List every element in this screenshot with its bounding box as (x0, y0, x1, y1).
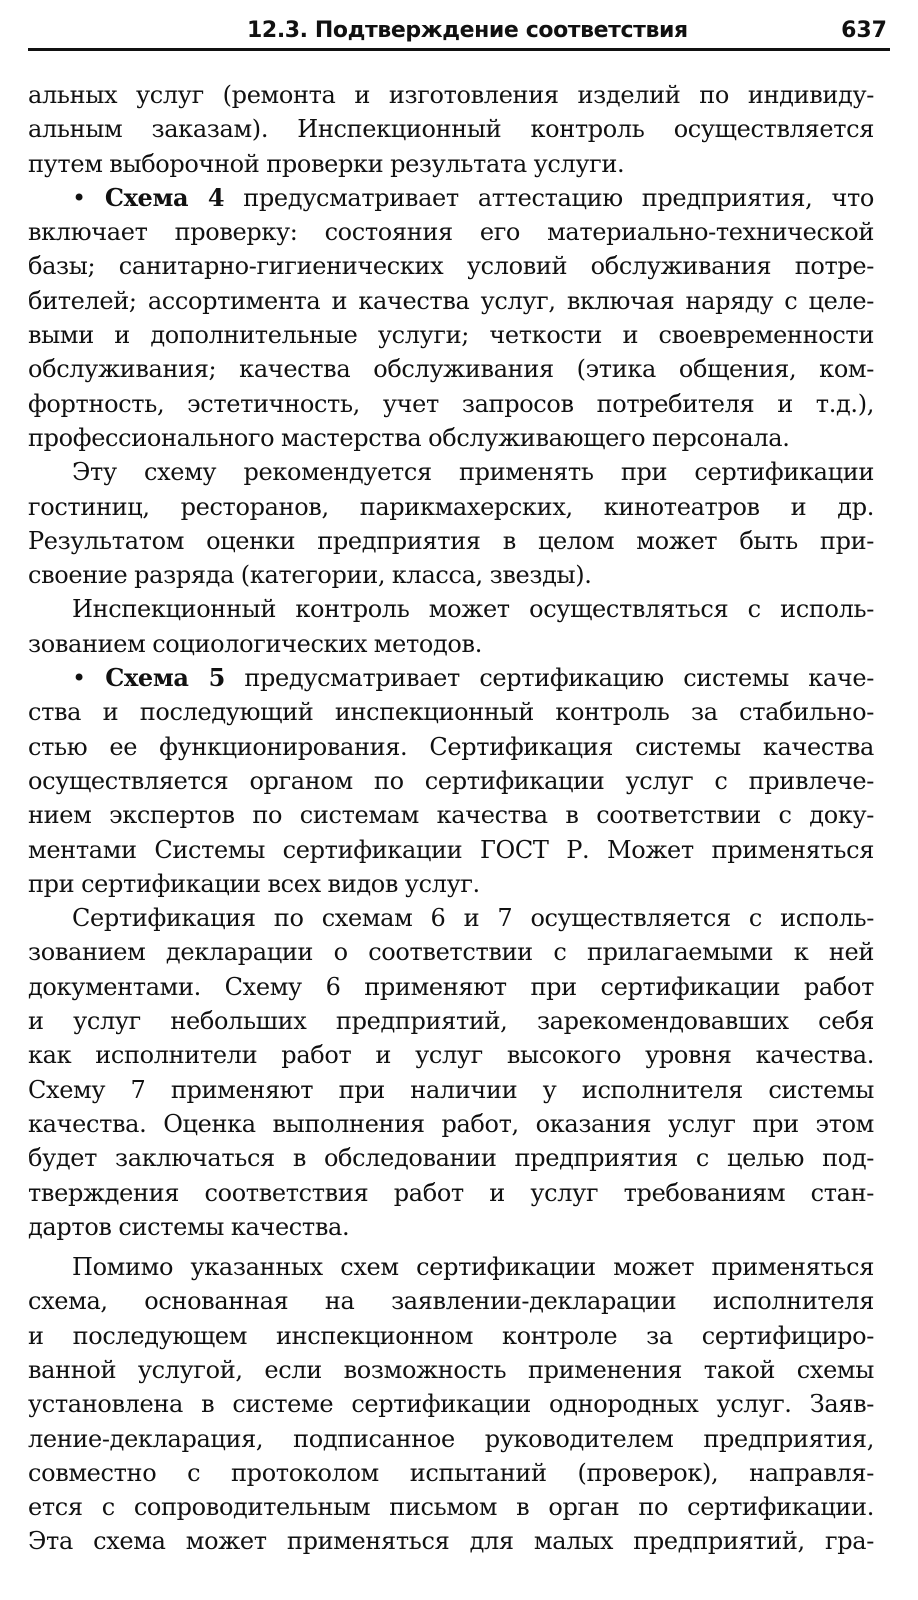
text-line: путем выборочной проверки результата услуги. (28, 149, 625, 178)
text-line: нием экспертов по системам качества в соответствии с доку- (28, 801, 874, 830)
text-line: зованием социологических методов. (28, 629, 482, 658)
text-line: выми и дополнительные услуги; четкости и своевременности (28, 321, 874, 350)
text-line: ства и последующий инспекционный контроль за стабильно- (28, 698, 874, 727)
bullet-paragraph-first-line (28, 181, 874, 215)
text-line: Результатом оценки предприятия в целом может быть при- (28, 526, 874, 555)
text-line: Схему 7 применяют при наличии у исполнителя системы (28, 1075, 874, 1104)
text-line: своение разряда (категории, класса, звезды). (28, 561, 592, 590)
text-line: осуществляется органом по сертификации услуг с привлече- (28, 766, 874, 795)
text-line: альным заказам). Инспекционный контроль осуществляется (28, 115, 874, 144)
text-line: альных услуг (ремонта и изготовления изделий по индивиду- (28, 81, 874, 109)
text-line: ванной услугой, если возможность применения такой схемы (28, 1355, 874, 1384)
text-line: при сертификации всех видов услуг. (28, 869, 480, 898)
section-title: 12.3. Подтверждение соответствия (247, 18, 688, 43)
scheme-label: Схема 5 (105, 663, 225, 693)
text-line: установлена в системе сертификации однородных услуг. Заяв- (28, 1390, 874, 1419)
text-line: базы; санитарно-гигиенических условий обслуживания потре- (28, 252, 874, 281)
text-line: тверждения соответствия работ и услуг требованиям стан- (28, 1178, 874, 1207)
running-header (28, 14, 890, 51)
text-line: профессионального мастерства обслуживающего персонала. (28, 423, 790, 452)
text-line: стью ее функционирования. Сертификация системы качества (28, 732, 874, 761)
text-line: будет заключаться в обследовании предприятия с целью под- (28, 1144, 874, 1173)
text-line: дартов системы качества. (28, 1212, 350, 1241)
text-line: ление-декларация, подписанное руководителем предприятия, (28, 1424, 874, 1453)
paragraph-first-line: Помимо указанных схем сертификации может применяться (72, 1253, 874, 1282)
text-line: как исполнители работ и услуг высокого уровня качества. (28, 1041, 874, 1070)
bullet-paragraph-first-line (28, 661, 874, 695)
text-line: совместно с протоколом испытаний (проверок), направля- (28, 1458, 874, 1487)
text-fragment: предусматривает сертификацию системы каче- (225, 664, 875, 693)
text-line: документами. Схему 6 применяют при сертификации работ (28, 972, 874, 1001)
text-line: схема, основанная на заявлении-декларации исполнителя (28, 1287, 874, 1316)
paragraph-first-line: Эту схему рекомендуется применять при сертификации (72, 458, 874, 487)
bullet-marker: • (72, 664, 86, 693)
text-line: ется с сопроводительным письмом в орган по сертификации. (28, 1493, 874, 1522)
text-line: ментами Системы сертификации ГОСТ Р. Может применяться (28, 835, 874, 864)
paragraph-first-line: Сертификация по схемам 6 и 7 осуществляется с исполь- (72, 904, 874, 933)
text-line: и последующем инспекционном контроле за сертифициро- (28, 1321, 874, 1350)
paragraph-first-line: Инспекционный контроль может осуществляться с исполь- (72, 595, 874, 624)
text-line: качества. Оценка выполнения работ, оказания услуг при этом (28, 1109, 874, 1138)
text-line: гостиниц, ресторанов, парикмахерских, кинотеатров и др. (28, 492, 874, 521)
text-fragment: предусматривает аттестацию предприятия, что (224, 183, 875, 212)
scheme-label: Схема 4 (104, 182, 225, 212)
text-line: Эта схема может применяться для малых предприятий, гра- (28, 1527, 874, 1556)
bullet-marker: • (72, 183, 86, 212)
text-line: включает проверку: состояния его материально-технической (28, 218, 874, 247)
text-line: и услуг небольших предприятий, зарекомендовавших себя (28, 1007, 874, 1036)
text-line: обслуживания; качества обслуживания (этика общения, ком- (28, 355, 874, 384)
text-line: бителей; ассортимента и качества услуг, включая наряду с целе- (28, 286, 874, 315)
text-line: фортность, эстетичность, учет запросов потребителя и т.д.), (28, 389, 874, 418)
text-line: зованием декларации о соответствии с прилагаемыми к ней (28, 938, 874, 967)
body-text (28, 78, 874, 1559)
page-number: 637 (841, 18, 887, 43)
